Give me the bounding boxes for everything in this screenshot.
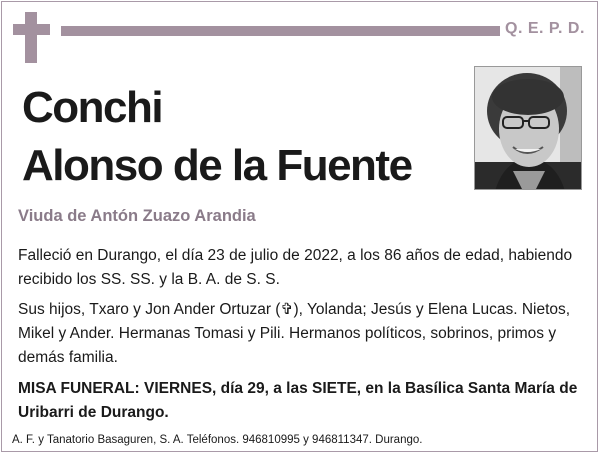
death-notice-paragraph: Falleció en Durango, el día 23 de julio de 2022, a los 86 años de edad, habiendo recibido los SS. SS. y la B. A. de S. S. [18, 247, 573, 288]
qepd-label: Q. E. P. D. [505, 20, 585, 37]
header-rule [61, 26, 500, 36]
widow-line: Viuda de Antón Zuazo Arandia [18, 207, 256, 225]
portrait-photo [474, 66, 582, 190]
deceased-first-name: Conchi [22, 83, 163, 132]
deceased-surname: Alonso de la Fuente [22, 141, 412, 190]
deceased-cross-icon: ✞ [280, 300, 294, 318]
funeral-home-footer: A. F. y Tanatorio Basaguren, S. A. Teléfonos. 946810995 y 946811347. Durango. [12, 434, 423, 446]
obituary-card [1, 1, 598, 452]
family-paragraph: Sus hijos, Txaro y Jon Ander Ortuzar (✞), Yolanda; Jesús y Elena Lucas. Nietos, Mikel y Ander. Hermanas Tomasi y Pili. Hermanos políticos, sobrinos, primos y demás familia. [18, 300, 571, 366]
funeral-mass-paragraph: MISA FUNERAL: VIERNES, día 29, a las SIETE, en la Basílica Santa María de Uribarri de Durango. [18, 380, 578, 421]
